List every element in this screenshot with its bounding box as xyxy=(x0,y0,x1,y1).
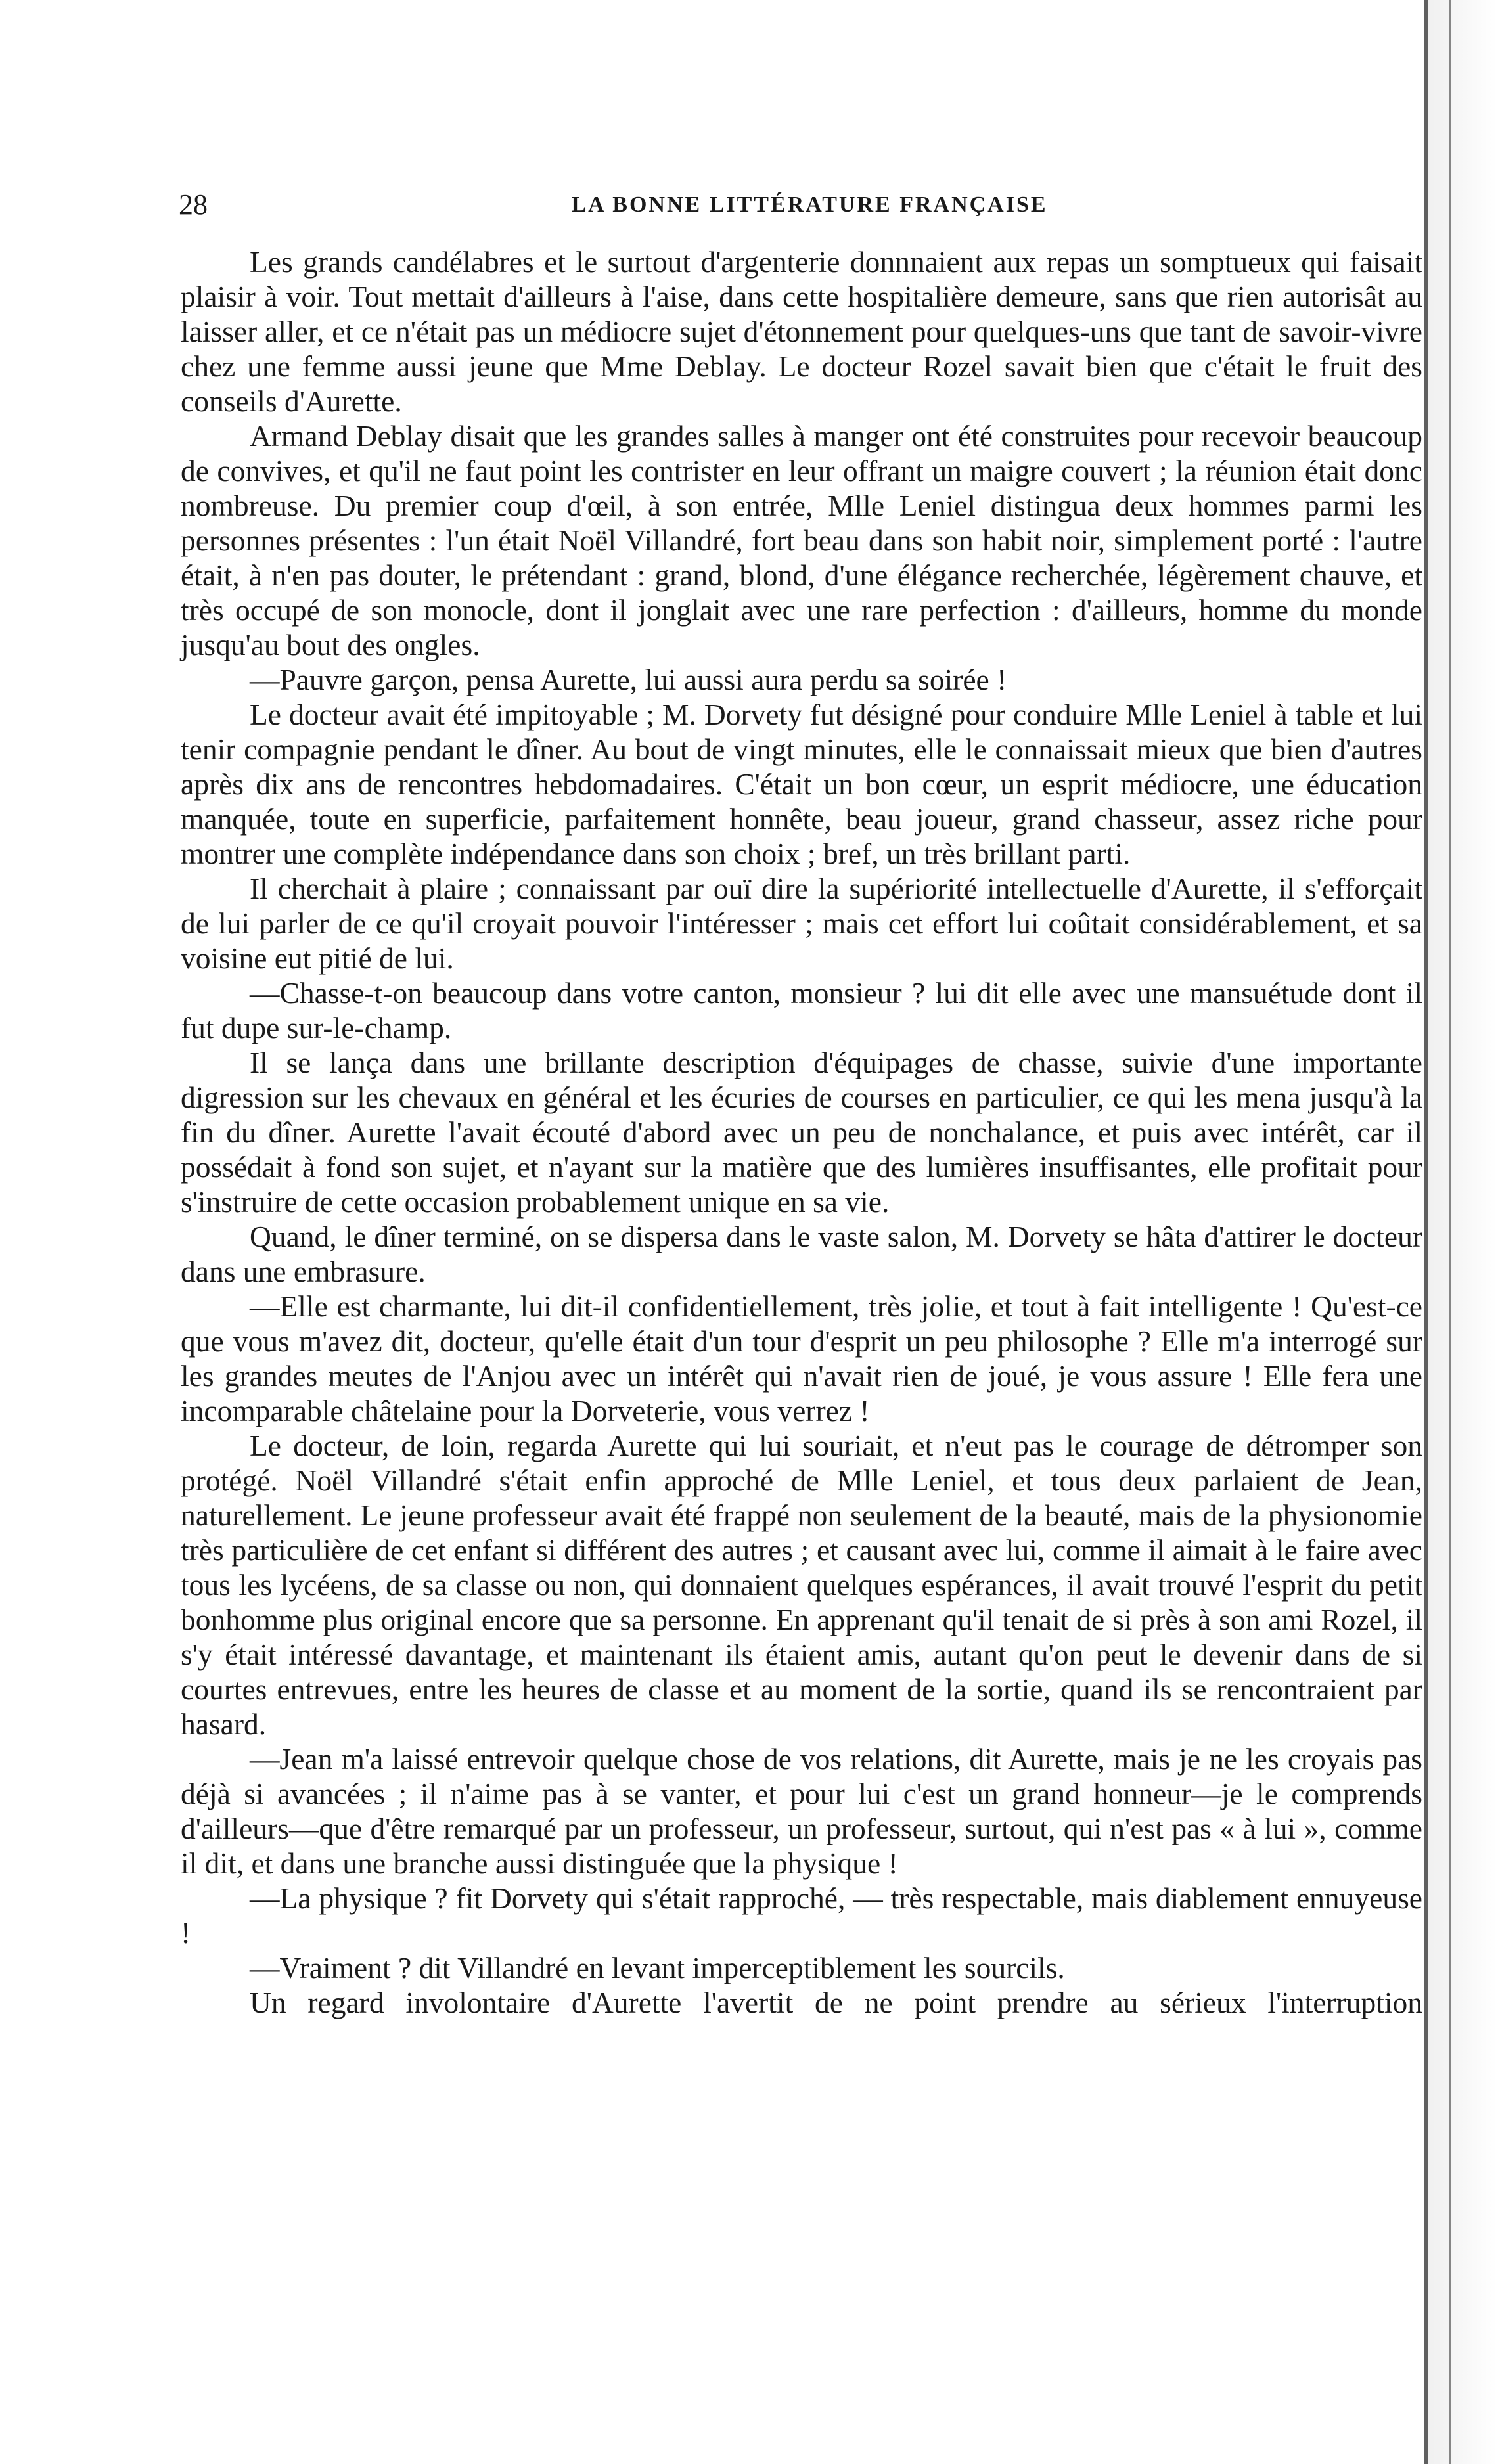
body-text xyxy=(181,244,1422,2020)
paragraph: Quand, le dîner terminé, on se dispersa dans le vaste salon, M. Dorvety se hâta d'attirer le docteur dans une embrasure. xyxy=(181,1220,1422,1288)
paragraph: —Chasse-t-on beaucoup dans votre canton, monsieur ? lui dit elle avec une mansuétude dont il fut dupe sur-le-champ. xyxy=(181,976,1422,1044)
paragraph: Il cherchait à plaire ; connaissant par ouï dire la supériorité intellectuelle d'Aurette, il s'efforçait de lui parler de ce qu'il croyait pouvoir l'intéresser ; mais cet effort lui coûtait considérablement, et sa voisine eut pitié de lui. xyxy=(181,872,1422,975)
paragraph: —Jean m'a laissé entrevoir quelque chose de vos relations, dit Aurette, mais je ne les croyais pas déjà si avancées ; il n'aime pas à se vanter, et pour lui c'est un grand honneur—je le comprends d'ailleurs—que d'être remarqué par un professeur, un professeur, surtout, qui n'est pas « à lui », comme il dit, et dans une branche aussi distinguée que la physique ! xyxy=(181,1742,1422,1880)
paragraph: Le docteur avait été impitoyable ; M. Dorvety fut désigné pour conduire Mlle Leniel à table et lui tenir compagnie pendant le dîner. Au bout de vingt minutes, elle le connaissait mieux que bien d'autres après dix ans de rencontres hebdomadaires. C'était un bon cœur, un esprit médiocre, une éducation manquée, toute en superficie, parfaitement honnête, beau joueur, grand chasseur, assez riche pour montrer une complète indépendance dans son choix ; bref, un très brillant parti. xyxy=(181,698,1422,870)
page-edge-rule xyxy=(1424,0,1428,2464)
paragraph: —Pauvre garçon, pensa Aurette, lui aussi aura perdu sa soirée ! xyxy=(250,663,1007,696)
paragraph: —Elle est charmante, lui dit-il confidentiellement, très jolie, et tout à fait intelligente ! Qu'est-ce que vous m'avez dit, docteur, qu'elle était d'un tour d'esprit un peu philosophe ? Elle m'a interrogé sur les grandes meutes de l'Anjou avec un intérêt qui n'avait rien de joué, je vous assure ! Elle fera une incomparable châtelaine pour la Dorveterie, vous verrez ! xyxy=(181,1289,1422,1427)
binding-edge-shadow xyxy=(1428,0,1498,2464)
page-edge-rule-outer xyxy=(1449,0,1451,2464)
paragraph: Le docteur, de loin, regarda Aurette qui lui souriait, et n'eut pas le courage de détromper son protégé. Noël Villandré s'était enfin approché de Mlle Leniel, et tous deux parlaient de Jean, naturellement. Le jeune professeur avait été frappé non seulement de la beauté, mais de la physionomie très particulière de cet enfant si différent des autres ; et causant avec lui, comme il aimait à le faire avec tous les lycéens, de sa classe ou non, qui donnaient quelques espérances, il avait trouvé l'esprit du petit bonhomme plus original encore que sa personne. En apprenant qu'il tenait de si près à son ami Rozel, il s'y était intéressé davantage, et maintenant ils étaient amis, autant qu'on peut le devenir dans de si courtes entrevues, entre les heures de classe et au moment de la sortie, quand ils se rencontraient par hasard. xyxy=(181,1429,1422,1741)
running-head xyxy=(179,185,1440,225)
page-number: 28 xyxy=(179,189,208,221)
running-title: LA BONNE LITTÉRATURE FRANÇAISE xyxy=(571,192,1048,217)
paragraph: Un regard involontaire d'Aurette l'avertit de ne point prendre au sérieux l'interruption xyxy=(250,1986,1422,2019)
paragraph: —Vraiment ? dit Villandré en levant imperceptiblement les sourcils. xyxy=(250,1951,1065,1984)
paragraph: Il se lança dans une brillante description d'équipages de chasse, suivie d'une importante digression sur les chevaux en général et les écuries de courses en particulier, ce qui les mena jusqu'à la fin du dîner. Aurette l'avait écouté d'abord avec un peu de nonchalance, et puis avec intérêt, car il possédait à fond son sujet, et n'ayant sur la matière que des lumières insuffisantes, elle profitait pour s'instruire de cette occasion probablement unique en sa vie. xyxy=(181,1046,1422,1219)
paragraph: Les grands candélabres et le surtout d'argenterie donnnaient aux repas un somptueux qui faisait plaisir à voir. Tout mettait d'ailleurs à l'aise, dans cette hospitalière demeure, sans que rien autorisât au laisser aller, et ce n'était pas un médiocre sujet d'étonnement pour quelques-uns que tant de savoir-vivre chez une femme aussi jeune que Mme Deblay. Le docteur Rozel savait bien que c'était le fruit des conseils d'Aurette. xyxy=(181,245,1422,418)
paragraph: Armand Deblay disait que les grandes salles à manger ont été construites pour recevoir beaucoup de convives, et qu'il ne faut point les contrister en leur offrant un maigre couvert ; la réunion était donc nombreuse. Du premier coup d'œil, à son entrée, Mlle Leniel distingua deux hommes parmi les personnes présentes : l'un était Noël Villandré, fort beau dans son habit noir, simplement porté : l'autre était, à n'en pas douter, le prétendant : grand, blond, d'une élégance recherchée, légèrement chauve, et très occupé de son monocle, dont il jonglait avec une rare perfection : d'ailleurs, homme du monde jusqu'au bout des ongles. xyxy=(181,419,1422,661)
paragraph: —La physique ? fit Dorvety qui s'était rapproché, — très respectable, mais diablement ennuyeuse ! xyxy=(181,1881,1422,1950)
